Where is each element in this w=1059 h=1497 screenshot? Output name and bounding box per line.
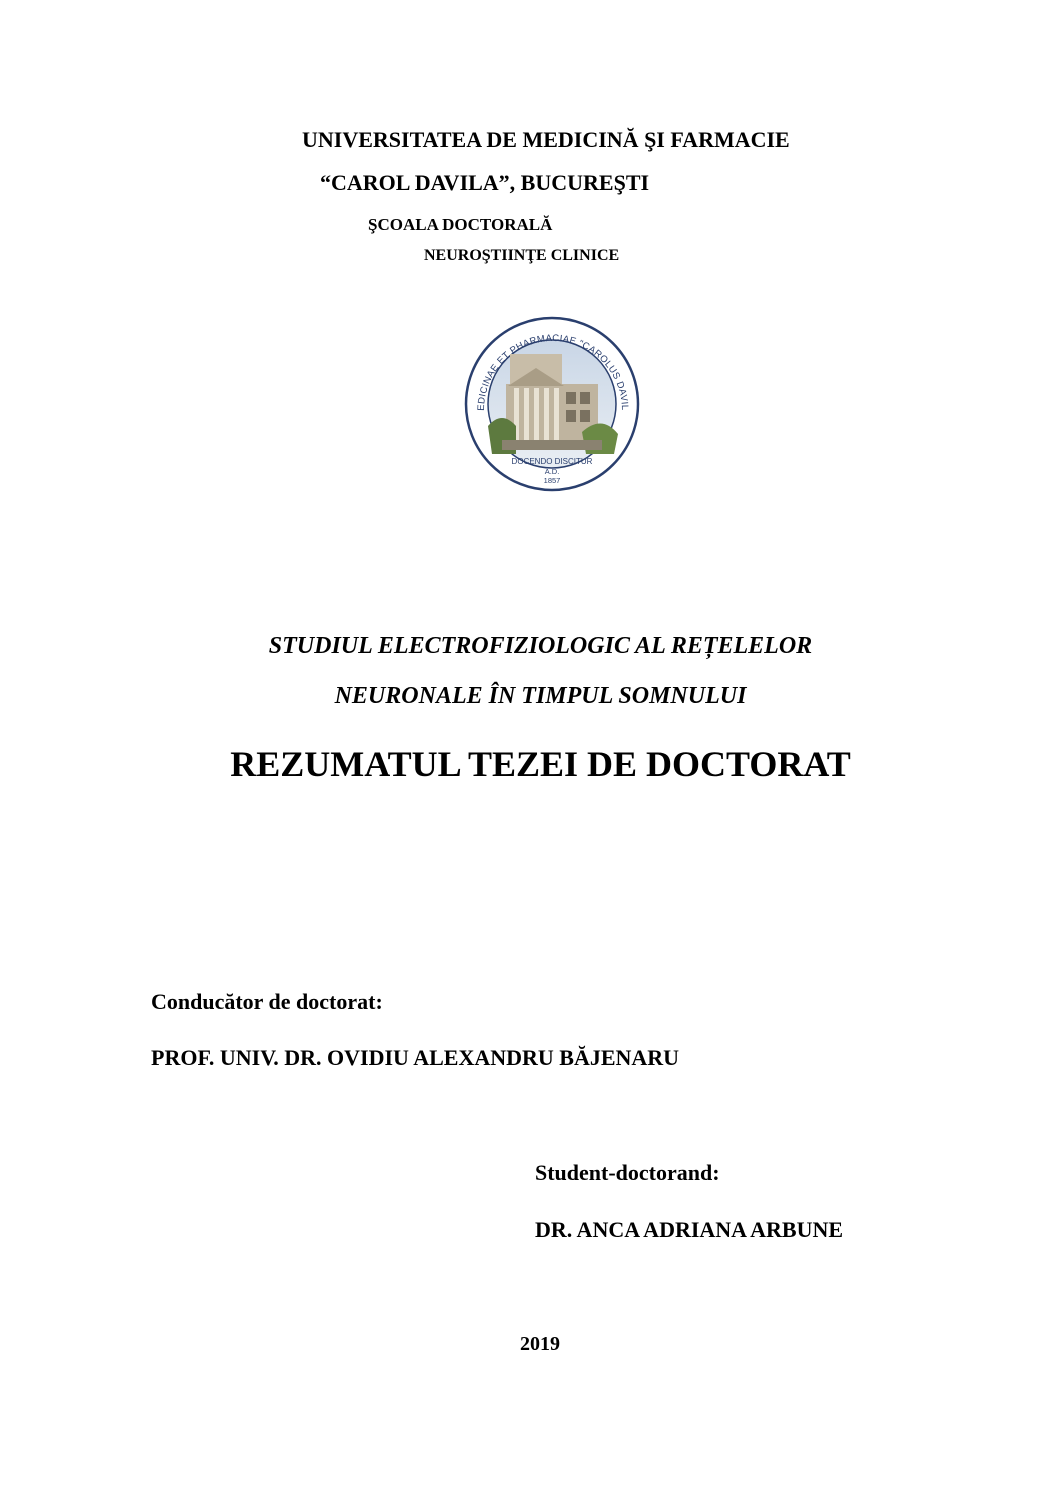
document-subtitle: REZUMATUL TEZEI DE DOCTORAT — [230, 744, 851, 784]
university-name-line2: “CAROL DAVILA”, BUCUREŞTI — [320, 170, 650, 195]
university-name-line1: UNIVERSITATEA DE MEDICINĂ ŞI FARMACIE — [302, 127, 790, 152]
seal-ring-text: EDICINAE ET PHARMACIAE "CAROLUS DAVIL — [475, 332, 631, 411]
seal-year: 1857 — [543, 476, 561, 485]
advisor-label: Conducător de doctorat: — [151, 989, 383, 1014]
student-label: Student-doctorand: — [535, 1160, 720, 1185]
student-name: DR. ANCA ADRIANA ARBUNE — [535, 1217, 844, 1242]
department-name: NEUROŞTIINŢE CLINICE — [424, 247, 620, 264]
doctoral-school: ŞCOALA DOCTORALĂ — [368, 215, 553, 234]
seal-motto: DOCENDO DISCITUR — [511, 457, 593, 466]
thesis-title-line1: STUDIUL ELECTROFIZIOLOGIC AL REȚELELOR — [268, 633, 813, 659]
thesis-title-line2: NEURONALE ÎN TIMPUL SOMNULUI — [334, 683, 747, 709]
university-seal-logo — [462, 314, 642, 494]
advisor-name: PROF. UNIV. DR. OVIDIU ALEXANDRU BĂJENARU — [151, 1045, 680, 1070]
document-year: 2019 — [520, 1333, 560, 1355]
seal-ad: A.D. — [544, 467, 560, 476]
